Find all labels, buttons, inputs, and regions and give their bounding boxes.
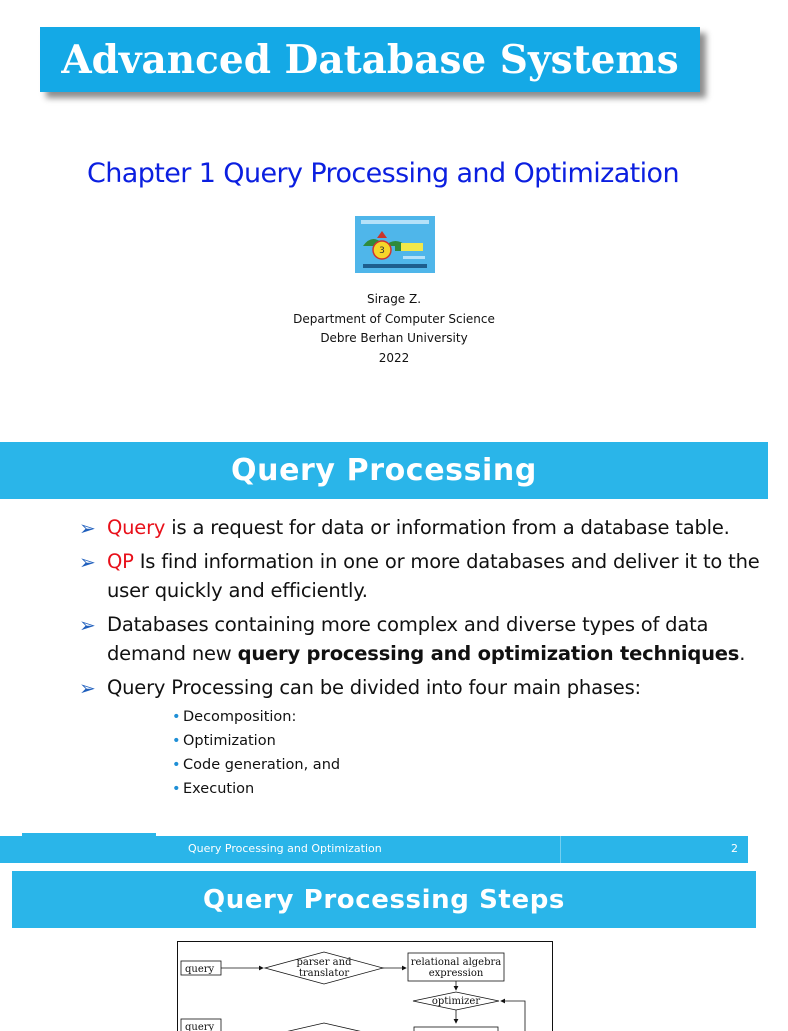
author-name: Sirage Z. (0, 290, 788, 310)
author-block (0, 290, 788, 368)
phase-item (172, 753, 763, 777)
dot-bullet-icon: • (172, 705, 181, 729)
phase-label: Optimization (183, 733, 276, 749)
university-logo (355, 216, 435, 273)
footer-title: Query Processing and Optimization (188, 842, 382, 855)
bullet-text: Databases containing more complex and diverse types of data demand new (107, 613, 708, 665)
arrow-bullet-icon: ➢ (79, 611, 96, 640)
arrow-bullet-icon: ➢ (79, 674, 96, 703)
section-heading: Query Processing Steps (203, 885, 565, 915)
university: Debre Berhan University (0, 329, 788, 349)
bullet-list (77, 513, 763, 801)
slide-title (0, 0, 768, 430)
phase-item (172, 729, 763, 753)
slide-query-processing (0, 430, 768, 866)
dot-bullet-icon: • (172, 729, 181, 753)
arrow-bullet-icon: ➢ (79, 514, 96, 543)
chapter-subtitle: Chapter 1 Query Processing and Optimization (0, 158, 766, 189)
optimizer-label: optimizer (432, 996, 481, 1007)
parser-label-1: parser and (297, 957, 353, 968)
bullet-item (77, 547, 763, 605)
svg-text:3: 3 (379, 246, 385, 256)
phase-label: Code generation, and (183, 757, 340, 773)
lower-diamond (263, 1023, 385, 1031)
dot-bullet-icon: • (172, 753, 181, 777)
page-number: 2 (731, 842, 738, 855)
section-heading: Query Processing (231, 453, 537, 488)
year: 2022 (0, 349, 788, 369)
phase-label: Execution (183, 781, 254, 797)
title-banner (40, 27, 700, 92)
section-banner (0, 442, 768, 499)
ra-label-2: expression (429, 968, 484, 979)
slide-footer (0, 836, 748, 863)
parser-label-2: translator (299, 968, 350, 979)
phase-list (172, 705, 763, 801)
phase-item (172, 777, 763, 801)
bullet-text: Is find information in one or more databases and deliver it to the user quickly and efficiently. (107, 550, 760, 602)
phase-item (172, 705, 763, 729)
slide-title-text: Advanced Database Systems (61, 37, 678, 83)
phase-label: Decomposition: (183, 709, 296, 725)
query-label-2: query (185, 1022, 215, 1031)
slide-query-processing-steps (0, 866, 768, 1024)
ra-label-1: relational algebra (411, 957, 502, 968)
bullet-text: is a request for data or information from a database table. (165, 516, 729, 539)
dot-bullet-icon: • (172, 777, 181, 801)
section-banner (12, 871, 756, 928)
bullet-item (77, 513, 763, 542)
bullet-item (77, 673, 763, 702)
arrow-bullet-icon: ➢ (79, 548, 96, 577)
lower-box (414, 1027, 498, 1031)
query-label: query (185, 964, 215, 975)
bullet-text-end: . (739, 642, 745, 665)
bullet-text: Query Processing can be divided into four main phases: (107, 676, 641, 699)
bullet-highlight: QP (107, 550, 134, 573)
bullet-item (77, 610, 763, 668)
bullet-highlight: Query (107, 516, 165, 539)
department: Department of Computer Science (0, 310, 788, 330)
query-processing-diagram (177, 941, 553, 1031)
feedback-arrow (501, 1001, 525, 1031)
bullet-bold-text: query processing and optimization techniques (238, 642, 740, 665)
footer-divider (560, 836, 561, 863)
